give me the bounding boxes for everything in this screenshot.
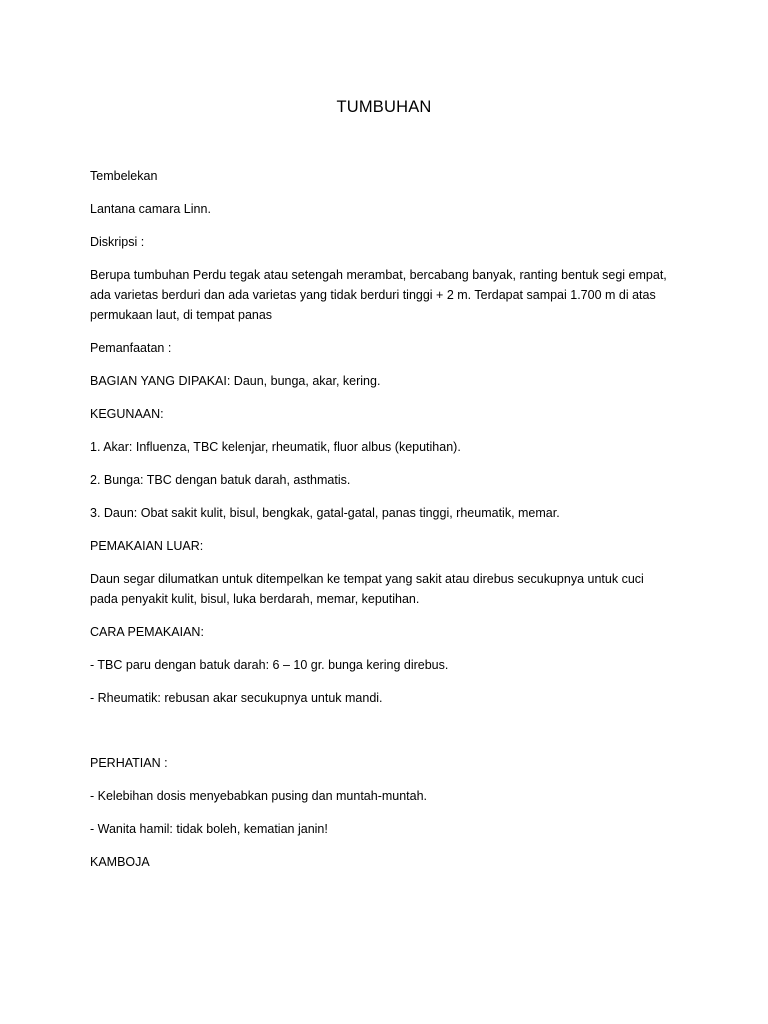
external-use-heading: PEMAKAIAN LUAR: <box>90 539 204 553</box>
description-heading: Diskripsi : <box>90 235 145 249</box>
usage-method-item-1: - TBC paru dengan batuk darah: 6 – 10 gr. bunga kering direbus. <box>90 658 449 672</box>
next-plant-heading: KAMBOJA <box>90 855 150 869</box>
description-line-1: Berupa tumbuhan Perdu tegak atau setengah merambat, bercabang banyak, ranting bentuk segi empat, <box>90 268 667 282</box>
page-title: TUMBUHAN <box>336 98 432 116</box>
plant-latin-name: Lantana camara Linn. <box>90 202 211 216</box>
description-line-3: permukaan laut, di tempat panas <box>90 308 273 322</box>
benefits-heading: KEGUNAAN: <box>90 407 164 421</box>
parts-used: BAGIAN YANG DIPAKAI: Daun, bunga, akar, kering. <box>90 374 381 388</box>
description-line-2: ada varietas berduri dan ada varietas yang tidak berduri tinggi + 2 m. Terdapat sampai 1.700 m di atas <box>90 288 656 302</box>
usage-heading: Pemanfaatan : <box>90 341 172 355</box>
usage-method-heading: CARA PEMAKAIAN: <box>90 625 204 639</box>
caution-item-2: - Wanita hamil: tidak boleh, kematian janin! <box>90 822 328 836</box>
benefit-item-1: 1. Akar: Influenza, TBC kelenjar, rheumatik, fluor albus (keputihan). <box>90 440 461 454</box>
usage-method-item-2: - Rheumatik: rebusan akar secukupnya untuk mandi. <box>90 691 383 705</box>
benefit-item-3: 3. Daun: Obat sakit kulit, bisul, bengkak, gatal-gatal, panas tinggi, rheumatik, memar. <box>90 506 560 520</box>
caution-item-1: - Kelebihan dosis menyebabkan pusing dan muntah-muntah. <box>90 789 428 803</box>
caution-heading: PERHATIAN : <box>90 756 168 770</box>
plant-common-name: Tembelekan <box>90 169 158 183</box>
benefit-item-2: 2. Bunga: TBC dengan batuk darah, asthmatis. <box>90 473 351 487</box>
external-use-line-2: pada penyakit kulit, bisul, luka berdarah, memar, keputihan. <box>90 592 420 606</box>
external-use-line-1: Daun segar dilumatkan untuk ditempelkan ke tempat yang sakit atau direbus secukupnya untuk cuci <box>90 572 644 586</box>
